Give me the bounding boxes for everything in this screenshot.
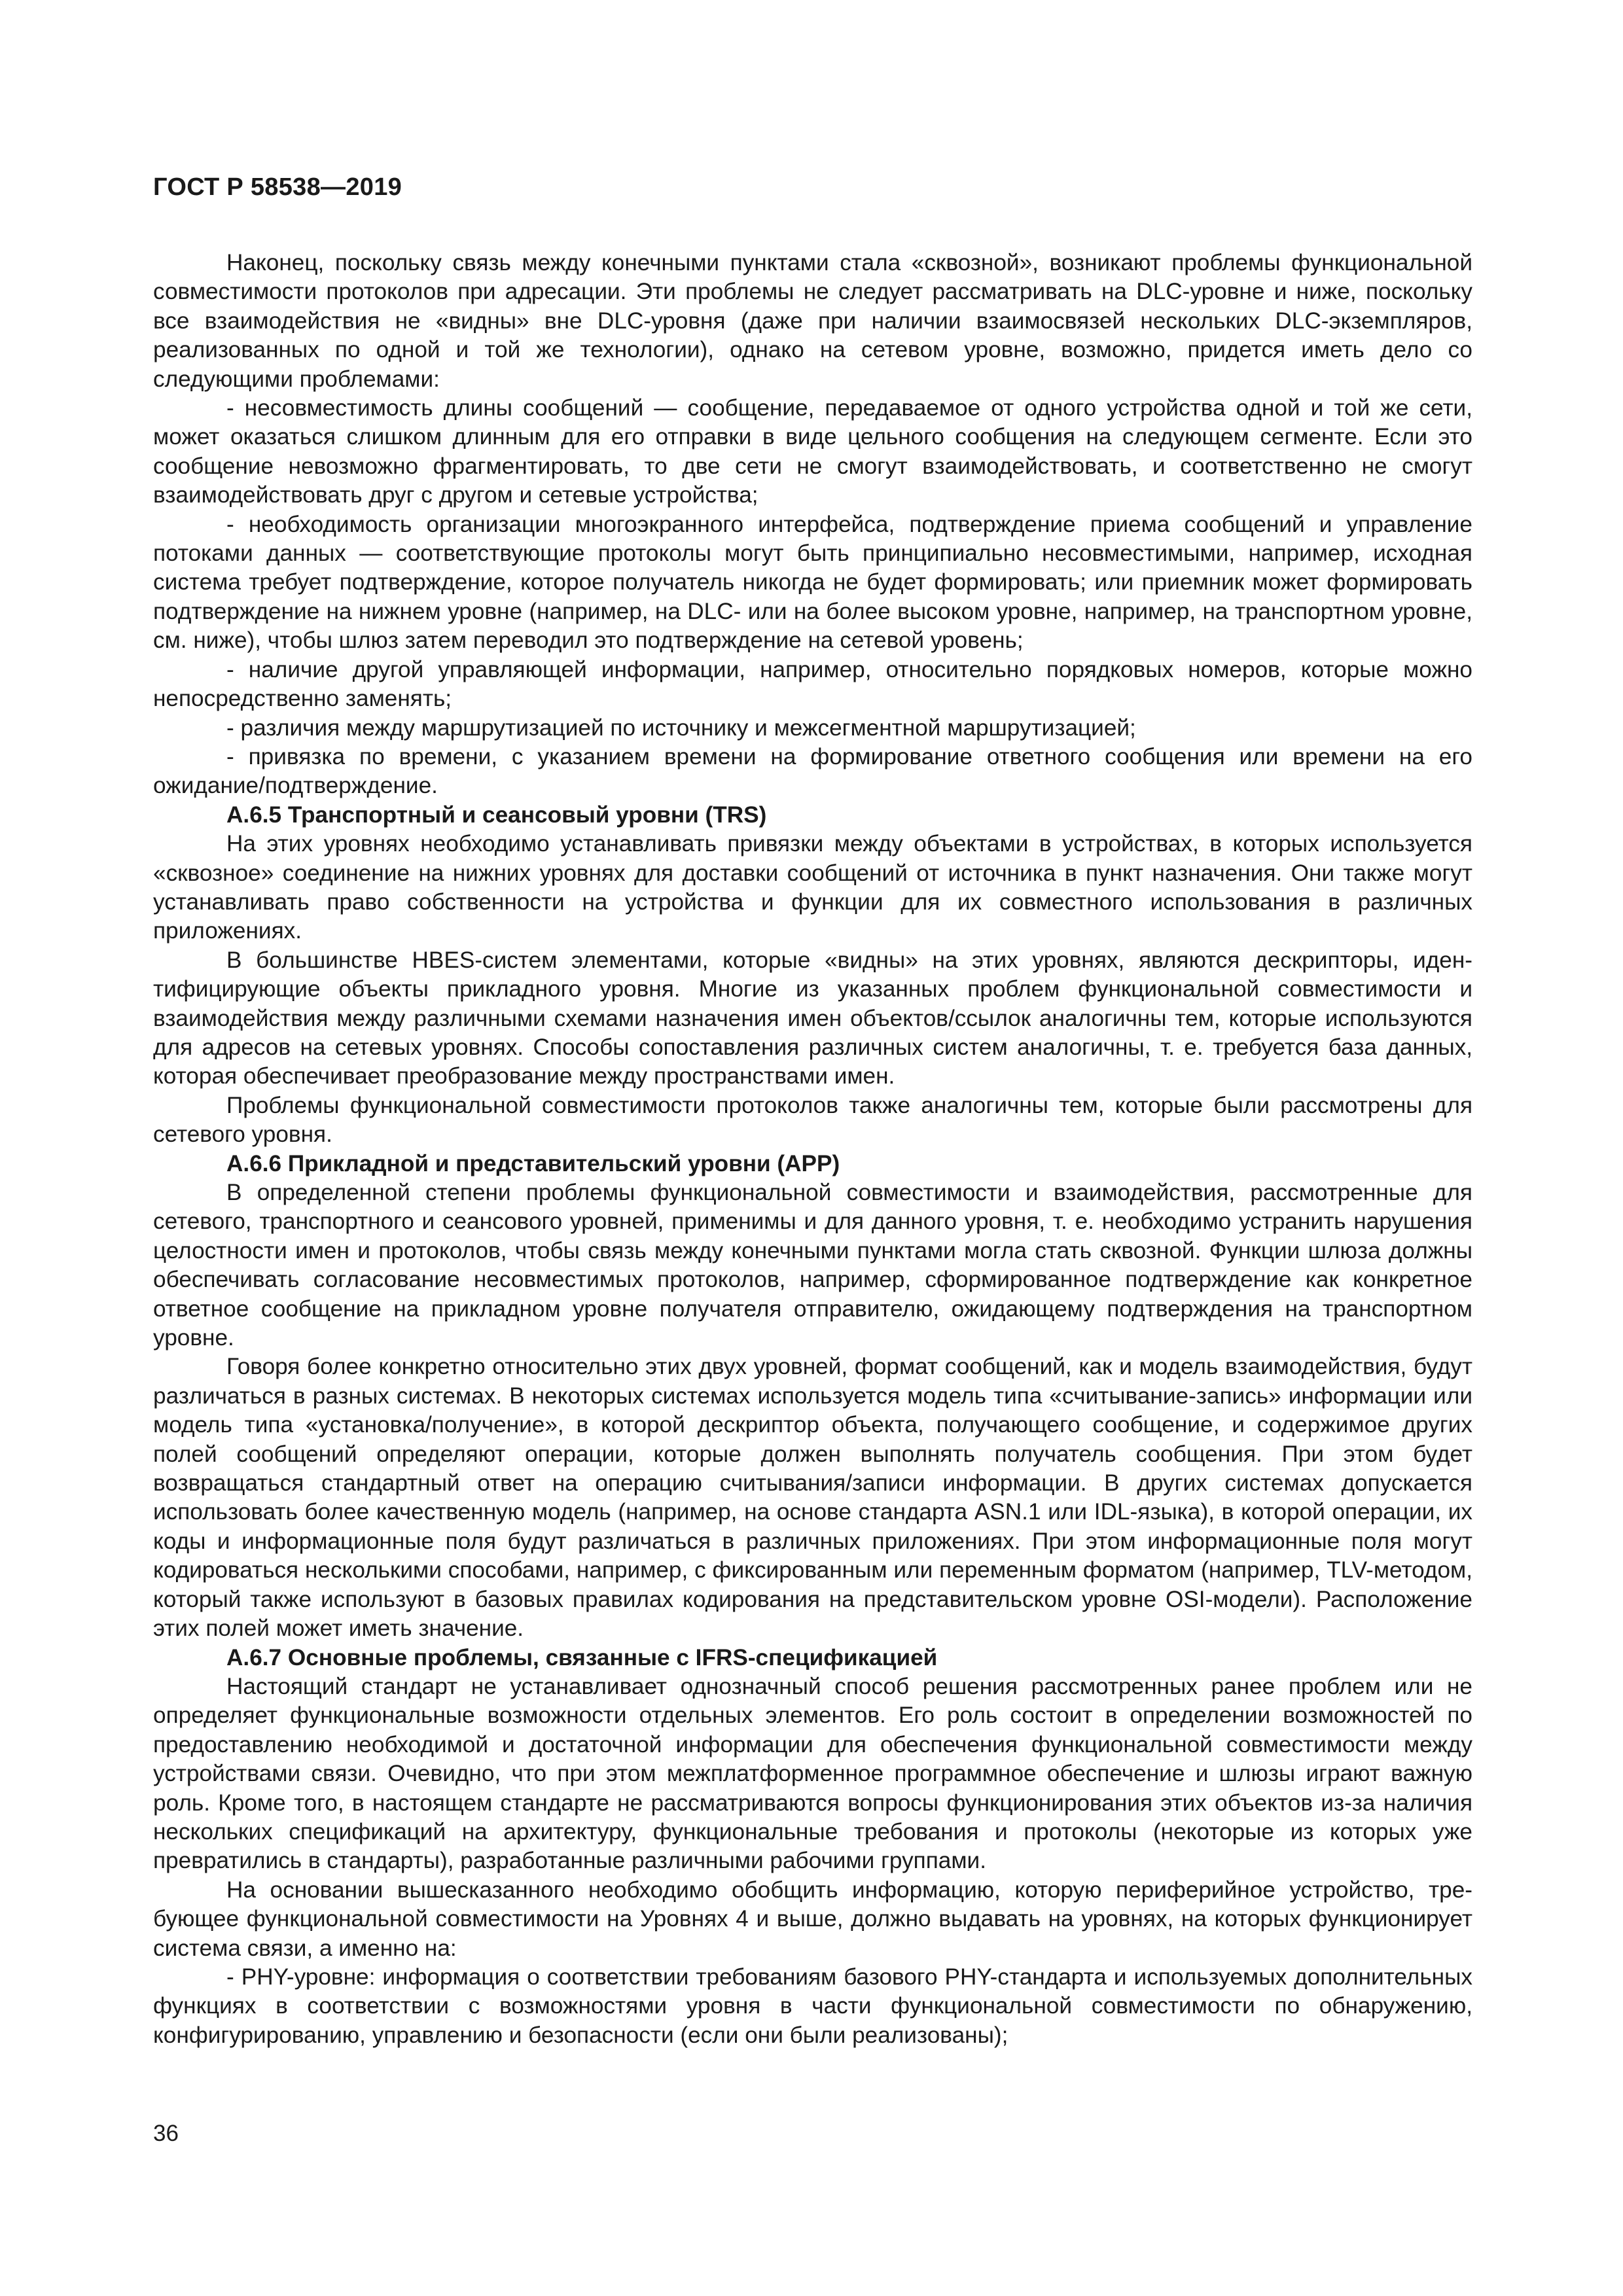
- list-item: - PHY-уровне: информация о соответствии требованиям базового PHY-стандарта и используемых дополнительных функциях в соответствии с возможностями уровня в части функциональной совместимости по обнаружению, конфигурированию, управлению и безопасности (если они были реализованы);: [153, 1964, 1472, 2048]
- paragraph: На основании вышесказанного необходимо обобщить информацию, которую периферийное устройство, требующее функциональной совместимости на Уровнях 4 и выше, должно выдавать на уровнях, на которых функционирует система связи, а именно на:: [153, 1877, 1472, 1961]
- list-item: - привязка по времени, с указанием времени на формирование ответного сообщения или времени на его ожидание/подтверждение.: [153, 743, 1472, 799]
- paragraph: На этих уровнях необходимо устанавливать привязки между объектами в устройствах, в которых используется «сквозное» соединение на нижних уровнях для доставки сообщений от источника в пункт назначения. Они также могут устанавливать право собственности на устройства и функции для их совместного использования в различных приложениях.: [153, 831, 1472, 944]
- paragraph: Говоря более конкретно относительно этих двух уровней, формат сообщений, как и модель взаимодействия, будут различаться в разных системах. В некоторых системах используется модель типа «считывание-запись» информации или модель типа «установка/получение», в которой дескриптор объекта, получающего сообщение, и содержимое других полей сообщений определяют операции, которые должен выполнять получатель сообщения. При этом будет возвращаться стандартный ответ на операцию считывания/записи информации. В других системах допускается использовать более качественную модель (например, на основе стандарта ASN.1 или IDL-языка), в которой операции, их коды и информационные поля будут различаться в различных приложениях. При этом информационные поля могут кодироваться несколькими способами, например, с фиксированным или переменным форматом (например, TLV-методом, который также используют в базовых правилах кодирования на представительском уровне OSI-модели). Расположение этих полей может иметь значение.: [153, 1354, 1472, 1642]
- section-heading-a66: А.6.6 Прикладной и представительский уровни (APP): [226, 1150, 840, 1176]
- paragraph: Наконец, поскольку связь между конечными пунктами стала «сквозной», возникают проблемы функциональной совместимости протоколов при адресации. Эти проблемы не следует рассматривать на DLC-уровне и ниже, поскольку все взаимодействия не «видны» вне DLC-уровня (даже при наличии взаимосвязей нескольких DLC-экземпляров, реализованных по одной и той же технологии), однако на сетевом уровне, возможно, придется иметь дело со следующими проблемами:: [153, 250, 1472, 392]
- section-heading-a65: А.6.5 Транспортный и сеансовый уровни (TRS): [226, 802, 767, 828]
- paragraph: Проблемы функциональной совместимости протоколов также аналогичны тем, которые были рассмотрены для сетевого уровня.: [153, 1092, 1472, 1148]
- list-item: - различия между маршрутизацией по источнику и межсегментной маршрутизацией;: [226, 715, 1136, 741]
- list-item: - наличие другой управляющей информации, например, относительно порядковых номеров, которые можно непосредственно заменять;: [153, 656, 1472, 712]
- document-page: [153, 0, 1472, 2296]
- document-code-header: ГОСТ Р 58538—2019: [153, 173, 402, 201]
- page-number: 36: [153, 2121, 179, 2146]
- section-heading-a67: А.6.7 Основные проблемы, связанные с IFRS-спецификацией: [226, 1644, 938, 1670]
- paragraph: В большинстве HBES-систем элементами, которые «видны» на этих уровнях, являются дескрипторы, идентифицирующие объекты прикладного уровня. Многие из указанных проблем функциональной совместимости и взаимодействия между различными схемами назначения имен объектов/ссылок аналогичны тем, которые используются для адресов на сетевых уровнях. Способы сопоставления различных систем аналогичны, т. е. требуется база данных, которая обеспечивает преобразование между пространствами имен.: [153, 947, 1472, 1089]
- paragraph: В определенной степени проблемы функциональной совместимости и взаимодействия, рассмотренные для сетевого, транспортного и сеансового уровней, применимы и для данного уровня, т. е. необходимо устранить нарушения целостности имен и протоколов, чтобы связь между конечными пунктами могла стать сквозной. Функции шлюза должны обеспечивать согласование несовместимых протоколов, например, сформированное подтверждение как конкретное ответное сообщение на прикладном уровне получателя отправителю, ожидающему подтверждения на транспортном уровне.: [153, 1180, 1472, 1351]
- document-body: [153, 249, 1472, 2050]
- list-item: - необходимость организации многоэкранного интерфейса, подтверждение приема сообщений и управление потоками данных — соответствующие протоколы могут быть принципиально несовместимыми, например, исходная система требует подтверждение, которое получатель никогда не будет формировать; или приемник может формировать подтверждение на нижнем уровне (например, на DLC- или на более высоком уровне, например, на транспортном уровне, см. ниже), чтобы шлюз затем переводил это подтверждение на сетевой уровень;: [153, 511, 1472, 654]
- list-item: - несовместимость длины сообщений — сообщение, передаваемое от одного устройства одной и той же сети, может оказаться слишком длинным для его отправки в виде цельного сообщения на следующем сегменте. Если это сообщение невозможно фрагментировать, то две сети не смогут взаимодействовать, и соответственно не смогут взаимодействовать друг с другом и сетевые устройства;: [153, 395, 1472, 508]
- paragraph: Настоящий стандарт не устанавливает однозначный способ решения рассмотренных ранее проблем или не определяет функциональные возможности отдельных элементов. Его роль состоит в определении возможностей по предоставлению необходимой и достаточной информации для обеспечения функциональной совместимости между устройствами связи. Очевидно, что при этом межплатформенное программное обеспечение и шлюзы играют важную роль. Кроме того, в настоящем стандарте не рассматриваются вопросы функционирования этих объектов из-за наличия нескольких спецификаций на архитектуру, функциональные требования и протоколы (некоторые из которых уже превратились в стандарты), разработанные различными рабочими группами.: [153, 1673, 1472, 1874]
